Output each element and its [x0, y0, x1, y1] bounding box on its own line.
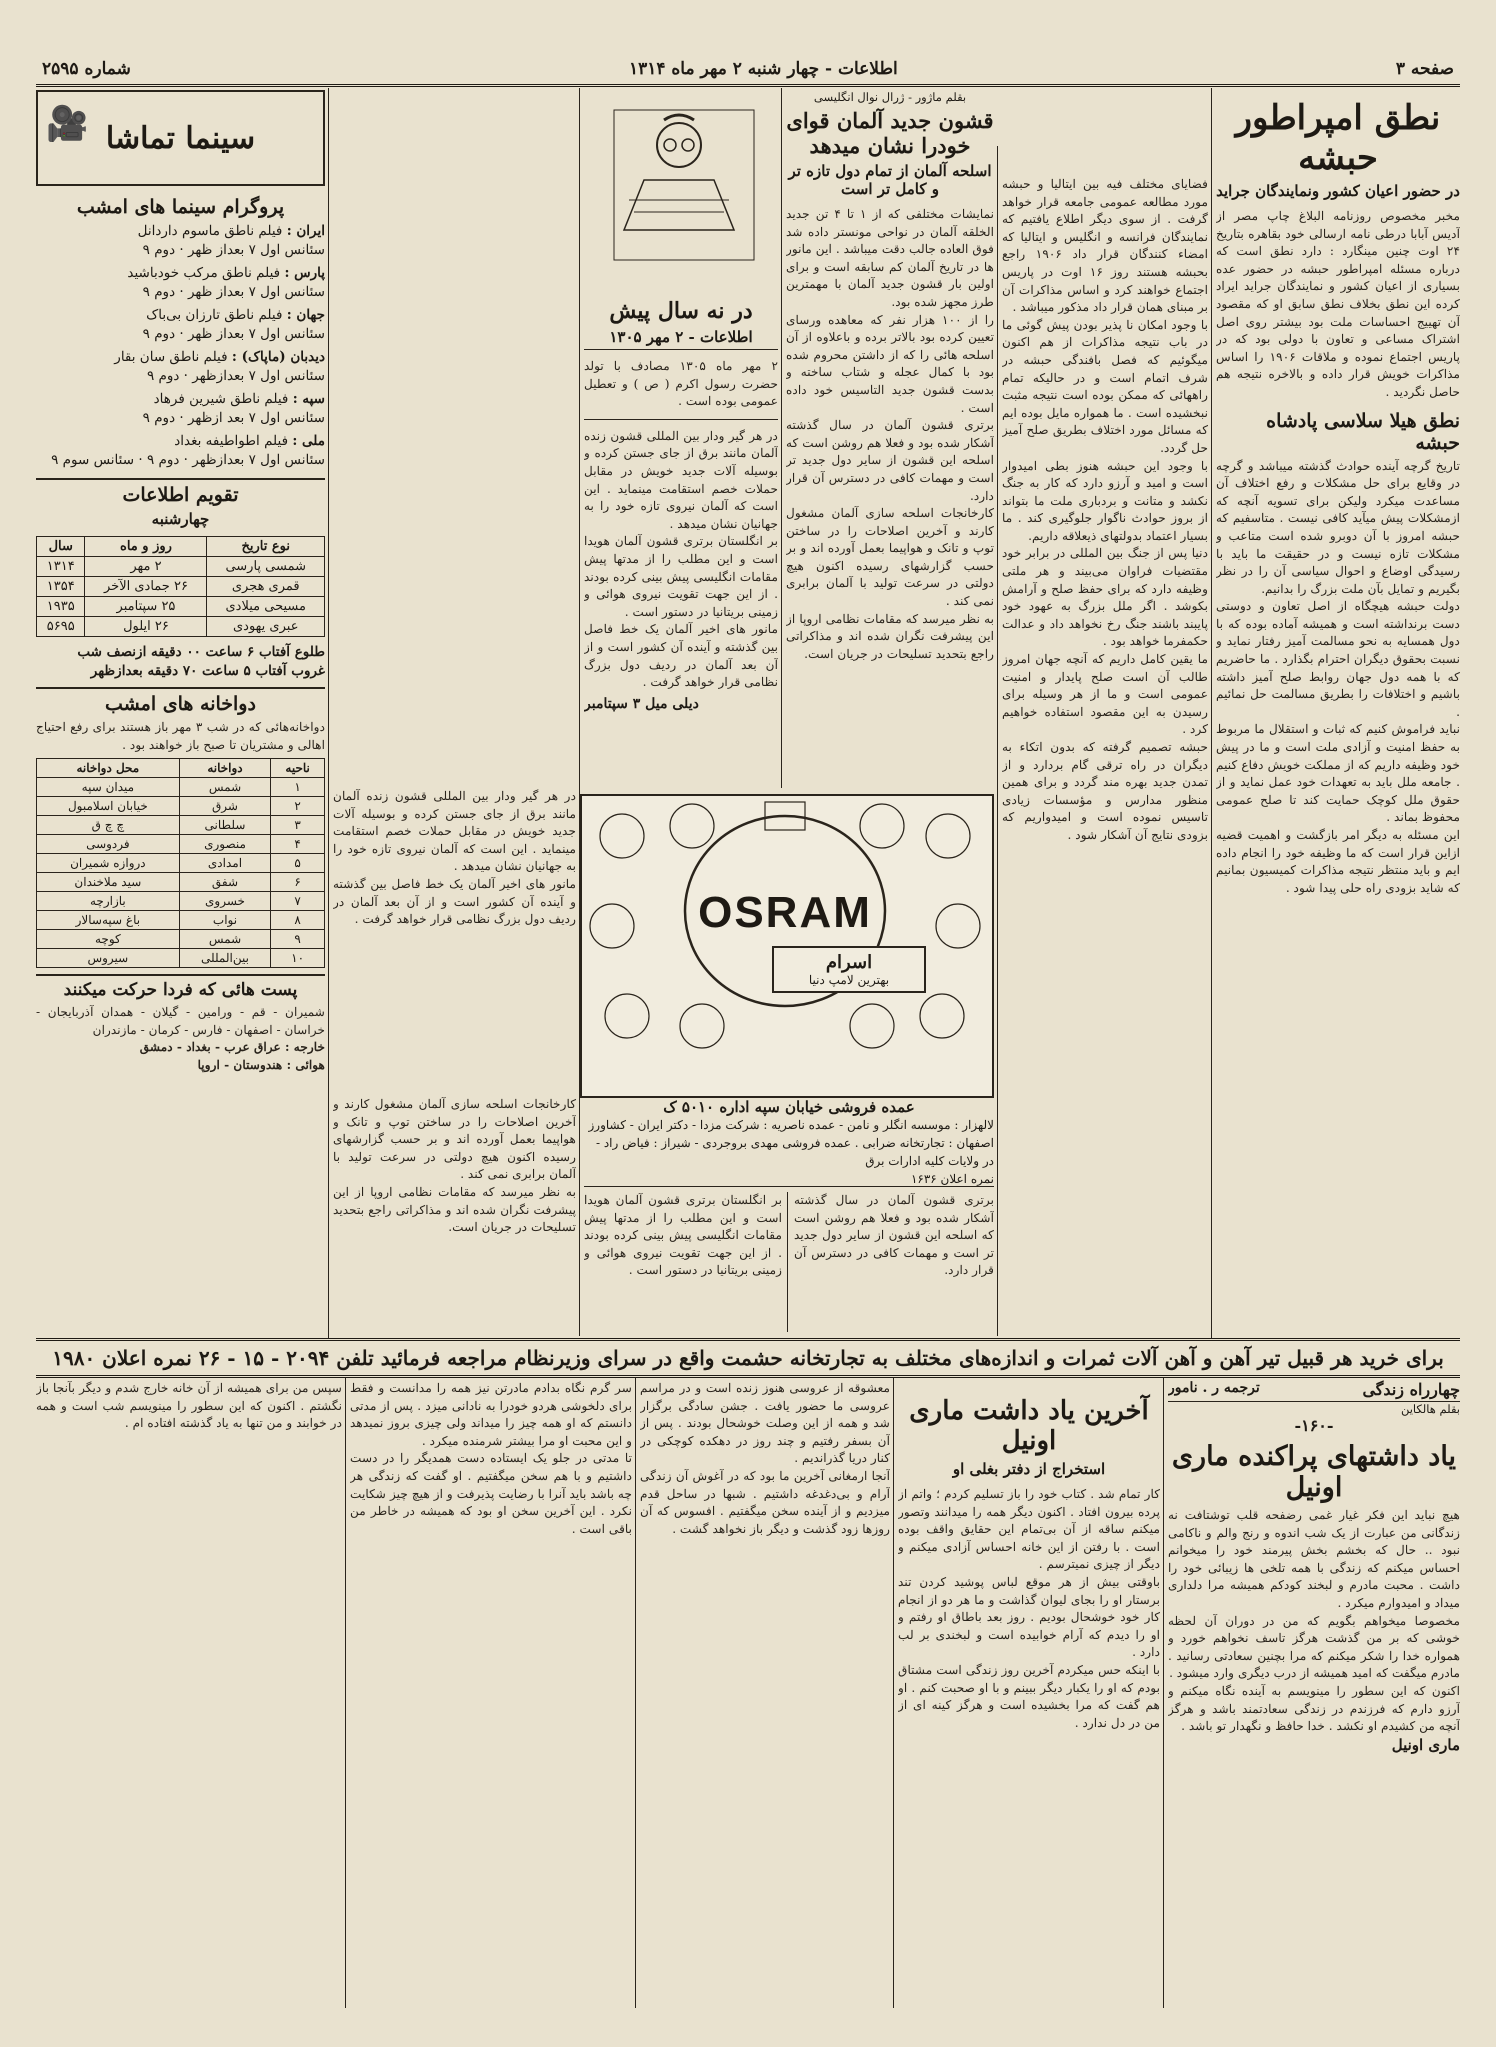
serial-author: بقلم هالکاین	[1400, 1402, 1460, 1416]
article-paragraph: بر انگلستان برتری قشون آلمان هویدا است و این مطلب را از مدتها پیش مقامات انگلیسی پیش بینی کرده بودند . از این جهت تقویت نیروی هوائی و زمینی بریتانیا در دستور است .	[584, 534, 778, 619]
pharmacy-cell: شمس	[179, 778, 271, 797]
cinema-heading: پروگرام سینما های امشب	[76, 196, 285, 218]
pharmacy-row	[37, 816, 325, 835]
pharmacy-row	[37, 949, 325, 968]
article-paragraph: مخبر مخصوص روزنامه البلاغ چاپ مصر از آدیس آبابا درطی نامه ارسالی خود بقاهره بتاریخ ۲۴ اوت چنین مینگارد : دارد نطق است که درباره مسئله امپراطور حبشه در حضور عده بسیاری از اعیان کشور و نمایندگان جراید ایراد کرده این نطق بخلاف نطق سابق او که مقصود آن تهییج احساسات ملت بود بیشتر روی اصل اشتراک مساعی و تعاون با دولی بود که در پاریس اجتماع نموده و ملاقات ۱۹۰۶ را اساس مذاکرات خویش قرار داده و بالاخره نتیجه هم حاصل نگردید .	[1216, 209, 1460, 399]
pharmacy-cell: نواب	[179, 911, 271, 930]
column-german-army	[786, 90, 994, 786]
column-german-army-end	[333, 1096, 576, 1334]
pharmacy-cell: ۶	[271, 873, 325, 892]
calendar-cell: ۱۹۳۵	[37, 597, 85, 617]
article-paragraph: در هر گیر ودار بین المللی قشون زنده آلمان مانند برق از جای جستن کرده و بوسیله آلات جدید خویش در مقابل حملات خصم استقامت مینماید . این است که آلمان نیروی تازه خود را به جهانیان نشان میدهد .	[333, 789, 576, 874]
pharmacy-cell: ۵	[271, 854, 325, 873]
cinema-entry	[36, 390, 325, 428]
cinema-name: ملی :	[292, 433, 325, 449]
serial-column-2	[898, 1380, 1160, 2008]
pharmacy-cell: ۴	[271, 835, 325, 854]
pharmacy-cell: خسروی	[179, 892, 271, 911]
cinema-entry	[36, 432, 325, 470]
headline-abyssinia: نطق امپراطور حبشه	[1235, 98, 1441, 178]
pharmacy-cell: ۱۰	[271, 949, 325, 968]
cinema-entry	[36, 348, 325, 386]
article-paragraph: به نظر میرسد که مقامات نظامی اروپا از این پیشرفت نگران شده اند و مذاکراتی راجع بتحدید تسلیحات در جریان است.	[786, 611, 994, 661]
pharmacy-cell: باغ سپه‌سالار	[37, 911, 180, 930]
article-paragraph: با وجود امکان نا پذیر بودن پیش گوئی ما در باب نتیجه مذاکرات از هم اکنون میگوئیم که فصل بافندگی حبشه در شرف اتمام است و در حالیکه تمام راههائی که ممکن بوده است نتیجه مثبت نبخشیده است . ما همواره مایل بوده ایم که مسائل مورد اختلاف بطریق صلح آمیز حل گردد.	[1002, 317, 1208, 455]
serial-paragraph: با اینکه حس میکردم آخرین روز زندگی است مشتاق بودم که او را یکبار دیگر ببینم و با او صحبت کنم . او هم گفت که مرا بخشیده است و هرگز کینه ای از من در دل ندارد .	[898, 1662, 1160, 1730]
serial-paragraph: معشوقه از عروسی هنوز زنده است و در مراسم عروسی ما حضور یافت . جشن سادگی برگزار شد و همه از این وصلت خوشحال بودند . پس از آن بسفر رفتیم و چند روز در دهکده کوچکی در کنار دریا گذراندیم .	[640, 1381, 890, 1466]
article-paragraph: مانور های اخیر آلمان یک خط فاصل بین گذشته و آینده آن کشور است و از آن بعد آلمان در ردیف دول بزرگ نظامی قرار خواهد گرفت .	[584, 622, 778, 690]
post-abroad: خارجه : عراق عرب - بغداد - دمشق	[139, 1040, 325, 1055]
serial-column-5	[36, 1380, 342, 2008]
cinema-sessions: سئانس اول ۷ بعداز ظهر · دوم ۹	[142, 284, 325, 300]
post-heading: پست هائی که فردا حرکت میکنند	[63, 980, 298, 1001]
serial-title: چهارراه زندگی	[1362, 1380, 1460, 1399]
cinema-name: پارس :	[284, 265, 325, 281]
iron-merchant-banner: برای خرید هر قبیل تیر آهن و آهن آلات ثمرات و اندازه‌های مختلف به‌ تجارتخانه حشمت واقع در سرای وزیرنظام مراجعه فرمائید تلفن ۲۰۹۴ - ۱۵ - ۲۶ نمره اعلان ۱۹۸۰	[36, 1338, 1460, 1378]
pharmacy-row	[37, 797, 325, 816]
pharmacy-row	[37, 835, 325, 854]
pharmacy-cell: ۸	[271, 911, 325, 930]
article-paragraph: حبشه تصمیم گرفته که بدون اتکاء به دیگران در راه ترقی گام بردارد و از تمدن جدید بهره مند گردد و برای همین منظور مدارس و مؤسسات زیادی تاسیس نموده است و امیدواریم که بزودی نتایج آن آشکار شود .	[1002, 740, 1208, 842]
article-paragraph: کارخانجات اسلحه سازی آلمان مشغول کارند و آخرین اصلاحات را در ساختن توپ و تانک و هواپیما بعمل آورده اند و بر حسب گزارشهای رسیده اکنون هیچ دولتی در سرعت تولید با آلمان برابری نمی کند .	[333, 1097, 576, 1182]
serial-headline: یاد داشتهای پراکنده ماری اونیل	[1171, 1441, 1457, 1503]
pharmacy-cell: ۷	[271, 892, 325, 911]
serial-paragraph: سپس من برای همیشه از آن خانه خارج شدم و دیگر بآنجا باز نگشتم . اکنون که این سطور را مینویسم شب است و همه در خوابند و من تنها به یاد گذشته افتاده ام .	[36, 1381, 342, 1431]
calendar-cell: ۲۶ ایلول	[85, 617, 207, 637]
ad-line: اصفهان : تجارتخانه ضرابی . عمده فروشی مهدی بروجردی - شیراز : فیاض راد - در ولایات کلیه ادارات برق	[595, 1136, 994, 1168]
pharmacy-row	[37, 778, 325, 797]
pharmacy-cell: ۱	[271, 778, 325, 797]
byline: بقلم ماژور - ژرال نوال انگلیسی	[813, 90, 967, 104]
sunset-time: غروب آفتاب ۵ ساعت ۷۰ دقیقه بعدازظهر	[90, 663, 325, 679]
article-paragraph: در هر گیر ودار بین المللی قشون زنده آلمان مانند برق از جای جستن کرده و بوسیله آلات جدید خویش در مقابل حملات خصم استقامت مینماید . این است که آلمان نیروی تازه خود را به جهانیان نشان میدهد .	[584, 428, 778, 531]
calendar-row	[37, 597, 325, 617]
pharmacy-row	[37, 854, 325, 873]
serial-translator: ترجمه ر . نامور	[1168, 1380, 1260, 1396]
pharmacy-cell: بازارچه	[37, 892, 180, 911]
article-paragraph: به نظر میرسد که مقامات نظامی اروپا از این پیشرفت نگران شده اند و مذاکراتی راجع بتحدید تسلیحات در جریان است.	[333, 1184, 576, 1235]
cinema-film: فیلم ناطق ماسوم داردانل	[137, 223, 283, 239]
pharmacy-cell: چ چ ق	[37, 816, 180, 835]
sunrise-time: طلوع آفتاب ۶ ساعت ۰۰ دقیقه ازنصف شب	[77, 644, 325, 660]
column-history-end	[333, 788, 576, 1092]
column-abyssinia	[1216, 92, 1460, 1336]
article-paragraph: کارخانجات اسلحه سازی آلمان مشغول کارند و آخرین اصلاحات را در ساختن توپ و تانک و هواپیما بعمل آورده اند و بر حسب گزارشهای رسیده اکنون هیچ دولتی در سرعت تولید با آلمان برابری نمی کند .	[786, 506, 994, 609]
cinema-list	[36, 222, 325, 470]
pharmacy-row	[37, 873, 325, 892]
cinema-name: دیدبان (ماپاک) :	[231, 349, 325, 365]
cinema-name: جهان :	[286, 307, 325, 323]
serial-paragraph: باوقتی بیش از هر موقع لباس پوشید کردن تند برستار او را بجای لیوان گذاشت و ما هر دو از انجام کار خود خوشحال بودیم . روز بعد باطاق او رفتم و او را دیدم که آرام خوابیده است و لبخندی بر لب دارد .	[898, 1574, 1160, 1660]
pharmacy-cell: شرق	[179, 797, 271, 816]
pharmacy-cell: خیابان اسلامبول	[37, 797, 180, 816]
page-number: صفحه ۳	[1395, 59, 1454, 79]
column-history-cont	[584, 1192, 782, 1332]
newspaper-page	[36, 36, 1460, 2011]
pharmacy-cell: دروازه شمیران	[37, 854, 180, 873]
cinema-sessions: سئانس اول ۷ بعداز ظهر · دوم ۹	[142, 242, 325, 258]
pharmacy-cell: ۳	[271, 816, 325, 835]
serial-column-1	[1168, 1380, 1460, 2008]
pharmacy-cell: شمس	[179, 930, 271, 949]
section-heading: نطق هیلا سلاسی پادشاه حبشه	[1266, 409, 1460, 454]
pharmacy-intro: دواخانه‌هائی که در شب ۳ مهر باز هستند برای رفع احتیاج اهالی و مشتریان تا صبح باز خواهند بود .	[36, 720, 325, 752]
article-paragraph: دولت حبشه هیچگاه از اصل تعاون و دوستی دست برنداشته است و همیشه آماده بوده که با دول همسایه به نحو مسالمت آمیز رفتار نماید و نسبت بحقوق دیگران احترام بگذارد . ما حاضریم که با همه دول جهان روابط صلح آمیز داشته باشیم و اختلافات را بطریق مسالمت حل نمائیم .	[1216, 599, 1460, 719]
article-paragraph: برتری قشون آلمان در سال گذشته آشکار شده بود و فعلا هم روشن است که اسلحه این قشون از سایر دول جدید تر است و مهمات کافی در دسترس آن قرار دارد.	[794, 1193, 994, 1278]
subhead-abyssinia: در حضور اعیان کشور ونمایندگان جراید	[1216, 182, 1460, 200]
cinema-film: فیلم اطواطیفه بغداد	[174, 433, 289, 449]
cinema-film: فیلم ناطق مرکب خودباشید	[127, 265, 281, 281]
article-source: دیلی میل ۳ سپتامبر	[584, 695, 699, 712]
calendar-cell: عبری یهودی	[207, 617, 325, 637]
serial-paragraph: مخصوصا میخواهم بگویم که من در دوران آن لحظه خوشی که بر من گذشت هرگز تاسف نخواهم خورد و همواره خدا را شکر میکنم که مرا بچنین سعادتی رسانید . مادرم میگفت که امید همیشه از درب دیگری وارد میشود .	[1168, 1613, 1460, 1681]
cinema-entry	[36, 306, 325, 344]
article-paragraph: با وجود این حبشه هنوز بطی امیدوار است و امید و آرزو دارد که کار به جنگ نکشد و متانت و بردباری ملت ما بتواند از بروز حوادث ناگوار جلوگیری کند . ما بسیار اعتماد بدولتهای ذیعلاقه داریم.	[1002, 458, 1208, 543]
article-paragraph: نمایشات مختلفی که از ۱ تا ۴ تن جدید الخلقه آلمان در نواحی مونستر داده شد فوق العاده جالب دقت میباشد . این مانور ها در تاریخ آلمان کم سابقه است و برای اولین بار قشون جدید آلمان با مهمترین طرز مجهز شده بود.	[786, 207, 994, 309]
osram-advertisement	[580, 794, 994, 1098]
pharmacy-cell: شفق	[179, 873, 271, 892]
cinema-sessions: سئانس اول ۷ بعداز ظهر · دوم ۹	[142, 326, 325, 342]
sidebar	[36, 90, 325, 1336]
cinema-film: فیلم ناطق تارزان بی‌باک	[146, 307, 283, 323]
serial-paragraph: سر گرم نگاه بدادم مادرتن نیز همه را مدانست و فقط برای دلخوشی هردو خودرا به نادانی میزد . پس از مدتی دانستم که او همه چیز را میداند ولی چیزی بروز نمیدهد و این محبت او مرا بیشتر شرمنده میکرد .	[350, 1381, 632, 1448]
serial-episode: -۱۶۰-	[1294, 1416, 1334, 1435]
pharmacy-row	[37, 911, 325, 930]
serial-paragraph: اکنون که این سطور را مینویسم به آینده نگاه میکنم و آرزو دارم که فرزندم در زندگی سعادتمند باشد و هرگز آنچه من کشیدم او نکشد . خدا حافظ و نگهدار تو باشد .	[1168, 1683, 1460, 1734]
film-projector-icon: 🎥	[46, 104, 89, 144]
pharmacy-col-header: محل دواخانه	[37, 759, 180, 778]
calendar-cell: قمری هجری	[207, 577, 325, 597]
pharmacy-cell: سلطانی	[179, 816, 271, 835]
pharmacy-col-header: ناحیه	[271, 759, 325, 778]
calendar-heading: تقویم اطلاعات	[122, 484, 239, 506]
cinema-logo-text: سینما تماشا	[105, 120, 256, 156]
post-air: هوائی : هندوستان - اروپا	[197, 1057, 325, 1072]
article-paragraph: برتری قشون آلمان در سال گذشته آشکار شده بود و فعلا هم روشن است که اسلحه این قشون از سایر دول جدید تر است و مهمات کافی در دسترس آن قرار دارد.	[786, 418, 994, 503]
article-paragraph: ما یقین کامل داریم که آنچه جهان امروز طالب آن است صلح پایدار و امنیت عمومی است و ما از هر وسیله برای رسیدن به این مقصود استفاده خواهیم کرد .	[1002, 652, 1208, 737]
calendar-cell: ۲۵ سپتامبر	[85, 597, 207, 617]
calendar-table	[36, 536, 325, 637]
cinema-name: سپه :	[292, 391, 325, 407]
cartoon-caption: در نه سال پیش	[609, 298, 753, 324]
cinema-film: فیلم ناطق سان بقار	[114, 349, 228, 365]
pharmacy-cell: بین‌المللی	[179, 949, 271, 968]
column-german-army-cont	[794, 1192, 994, 1332]
calendar-col-header: سال	[37, 537, 85, 557]
pharmacy-cell: کوچه	[37, 930, 180, 949]
cinema-sessions: سئانس اول ۷ بعدازظهر · دوم ۹ · سئانس سوم ۹	[51, 452, 325, 468]
calendar-cell: ۵۶۹۵	[37, 617, 85, 637]
osram-tag-title: اسرام	[825, 952, 873, 973]
calendar-row	[37, 577, 325, 597]
osram-ad-details	[584, 1098, 994, 1198]
calendar-cell: ۲۶ جمادی الآخر	[85, 577, 207, 597]
pharmacy-cell: سیروس	[37, 949, 180, 968]
history-paragraph: ۲ مهر ماه ۱۳۰۵ مصادف با تولد حضرت رسول اکرم ( ص ) و تعطیل عمومی بوده است .	[584, 359, 778, 409]
pharmacy-cell: ۹	[271, 930, 325, 949]
masthead-title: اطلاعات - چهار شنبه ۲ مهر ماه ۱۳۱۴	[628, 59, 898, 79]
cinema-sessions: سئانس اول ۷ بعد ازظهر · دوم ۹	[142, 410, 325, 426]
osram-tag	[772, 946, 926, 993]
ad-line: لالهزار : موسسه انگلر و نامن - عمده ناصریه : شرکت مزدا - دکتر ایران - کشاورز	[588, 1118, 994, 1132]
article-paragraph: نباید فراموش کنیم که ثبات و استقلال ما مربوط به حفظ امنیت و آزادی ملت است و ما در پیش خود وظیفه داریم که از مملکت خویش دفاع کنیم . جامعه ملل باید به تعهدات خود عمل نماید و از حقوق ملل کوچک حمایت کند تا صلح عمومی محفوظ بماند .	[1216, 722, 1460, 825]
serial-column-4	[350, 1380, 632, 2008]
cinema-entry	[36, 222, 325, 260]
cinema-entry	[36, 264, 325, 302]
history-heading: اطلاعات - ۲ مهر ۱۳۰۵	[584, 328, 778, 350]
article-paragraph: فضایای مختلف فیه بین ایتالیا و حبشه مورد مطالعه عمومی جامعه قرار خواهد گرفت . از سوی دیگر اطلاع یافتیم که نمایندگان فرانسه و انگلیس و ایتالیا که امضاء کنندگان قرار داد ۱۹۰۶ راجع بحبشه هستند روز ۱۶ اوت در پاریس اجتماع خواهند کرد و اساس مذاکرات آن بر مبنای همان قرار داد مذکور میباشد .	[1002, 177, 1208, 315]
serial-headline-2: آخرین یاد داشت ماری اونیل	[909, 1396, 1149, 1456]
pharmacy-col-header: دواخانه	[179, 759, 271, 778]
ad-line: عمده فروشی خیابان سپه اداره ۵۰۱۰ ک	[663, 1098, 915, 1116]
osram-tag-sub: بهترین لامپ دنیا	[808, 973, 890, 987]
pharmacy-cell: منصوری	[179, 835, 271, 854]
calendar-cell: ۱۳۵۴	[37, 577, 85, 597]
column-history	[584, 90, 778, 786]
post-destinations: شمیران - قم - ورامین - گیلان - همدان آذربایجان - خراسان - اصفهان - فارس - کرمان - مازندران	[36, 1005, 325, 1037]
pharmacy-heading: دواخانه های امشب	[105, 693, 256, 715]
cartoon-man-reading-icon	[584, 90, 778, 290]
pharmacy-cell: سید ملاخندان	[37, 873, 180, 892]
cinema-name: ایران :	[286, 223, 325, 239]
article-paragraph: این مسئله به دیگر امر بازگشت و اهمیت قضیه ازاین قرار است که ما وظیفه خود را انجام داده ایم و باید منتظر نتیجه مذاکرات کمیسیون بمانیم که شاید بزودی راه حلی پیدا شود .	[1216, 828, 1460, 895]
serial-paragraph: آنجا ارمغانی آخرین ما بود که در آغوش آن زندگی آرام و بی‌دغدغه داشتیم . شبها در ساحل قدم میزدیم و از آینده سخن میگفتیم . افسوس که آن روزها زود گذشت و دیگر باز نخواهد گشت .	[640, 1468, 890, 1536]
calendar-cell: شمسی پارسی	[207, 557, 325, 577]
serial-paragraph: کار تمام شد . کتاب خود را باز تسلیم کردم ؛ واتم از پرده بیرون افتاد . اکنون دیگر همه را میدانند وتصور میکنم ساقه از آن بی‌تمام این حقایق واقف بوده است . با رفتن از این خانه احساس آزادی میکنم و دیگر از چیزی نمیترسم .	[898, 1487, 1160, 1572]
calendar-col-header: روز و ماه	[85, 537, 207, 557]
pharmacy-row	[37, 892, 325, 911]
pharmacy-cell: امدادی	[179, 854, 271, 873]
calendar-cell: ۲ مهر	[85, 557, 207, 577]
pharmacy-row	[37, 930, 325, 949]
calendar-cell: ۱۳۱۴	[37, 557, 85, 577]
cinema-sessions: سئانس اول ۷ بعدازظهر · دوم ۹	[146, 368, 325, 384]
calendar-cell: مسیحی میلادی	[207, 597, 325, 617]
serial-paragraph: تا مدتی در جلو یک ایستاده دست همدیگر را در دست داشتیم و با هم سخن میگفتیم . او گفت که زندگی هر چه باشد باید آنرا با رضایت پذیرفت و از هیچ چیز شکایت نکرد . این آخرین سخن او بود که همیشه در خاطر من باقی است .	[350, 1451, 632, 1536]
issue-number: شماره ۲۵۹۵	[42, 59, 131, 79]
article-paragraph: دنیا پس از جنگ بین المللی در برابر خود مقتضیات فراوان می‌بیند و هر ملتی وظیفه دارد که برای حفظ صلح و آرامش بکوشد . اگر ملل بزرگ به عهود خود پایبند باشند جنگ رخ نخواهد داد و عدالت حکمفرما خواهد بود .	[1002, 546, 1208, 649]
serial-subhead-2: استخراج از دفتر بغلی او	[952, 1460, 1106, 1478]
article-paragraph: بر انگلستان برتری قشون آلمان هویدا است و این مطلب را از مدتها پیش مقامات انگلیسی پیش بینی کرده بودند . از این جهت تقویت نیروی هوائی و زمینی بریتانیا در دستور است .	[584, 1193, 782, 1278]
cinema-film: فیلم ناطق شیرین فرهاد	[153, 391, 289, 407]
pharmacy-cell: ۲	[271, 797, 325, 816]
serial-paragraph: هیچ نباید این فکر غیار غمی رضفحه قلب توشتافت نه زندگانی من عبارت از یک شب اندوه و رنج والم و ناکامی نبود .. حال که بخشم بخش پیرمند خود را میخوانم احساس میکنم که زندگی با همه تلخی ها زیبائی خود را داشت . محبت مادرم و لبخند کودکم همیشه مرا دلداری میداد و امیدوارم میکرد .	[1168, 1508, 1460, 1610]
column-abyssinia-cont	[1002, 176, 1208, 1336]
calendar-row	[37, 557, 325, 577]
calendar-col-header: نوع تاریخ	[207, 537, 325, 557]
headline-german-army: قشون جدید آلمان قوای خودرا نشان میدهد	[786, 108, 994, 158]
osram-logo: OSRAM	[698, 888, 872, 937]
calendar-day: چهارشنبه	[151, 510, 210, 528]
cinema-logo	[36, 90, 325, 186]
calendar-row	[37, 617, 325, 637]
serial-column-3	[640, 1380, 890, 2008]
article-paragraph: تاریخ گرچه آینده حوادث گذشته میباشد و گرچه در وقایع برای حل مشکلات و رفع اختلاف آن مساعدت میکرد ولیکن برای تسویه آنچه که ازمشکلات پیش میآید کافی نیست . متاسفیم که حبشه امروز با آن دوبرو شده است متاعب و مشکلات تازه نیست و در حقیقت ما باید با رسیدگی اوضاع و احوال سیاسی آن را در نظر بگیریم و تمایل بآن ملت بزرگ را بدانیم.	[1216, 458, 1460, 596]
ad-number: نمره اعلان ۱۶۳۶	[910, 1172, 994, 1186]
serial-signature: ماری اونیل	[1391, 1735, 1460, 1754]
subhead-german-army: اسلحه آلمان از تمام دول تازه تر و کامل تر است	[788, 162, 992, 198]
pharmacy-table	[36, 758, 325, 968]
pharmacy-cell: میدان سپه	[37, 778, 180, 797]
pharmacy-cell: فردوسی	[37, 835, 180, 854]
article-paragraph: را از ۱۰۰ هزار نفر که معاهده ورسای تعیین کرده بود بالاتر برده و باعلاوه از آن اسلحه هائی را که از داشتن محروم شده بود با کمال عجله و شتاب ساخته و بدست قشون جدید التاسیس خود داده است .	[786, 312, 994, 415]
masthead-bar	[36, 54, 1460, 87]
article-paragraph: مانور های اخیر آلمان یک خط فاصل بین گذشته و آینده آن کشور است و از آن بعد آلمان در ردیف دول بزرگ نظامی قرار خواهد گرفت .	[333, 876, 576, 927]
